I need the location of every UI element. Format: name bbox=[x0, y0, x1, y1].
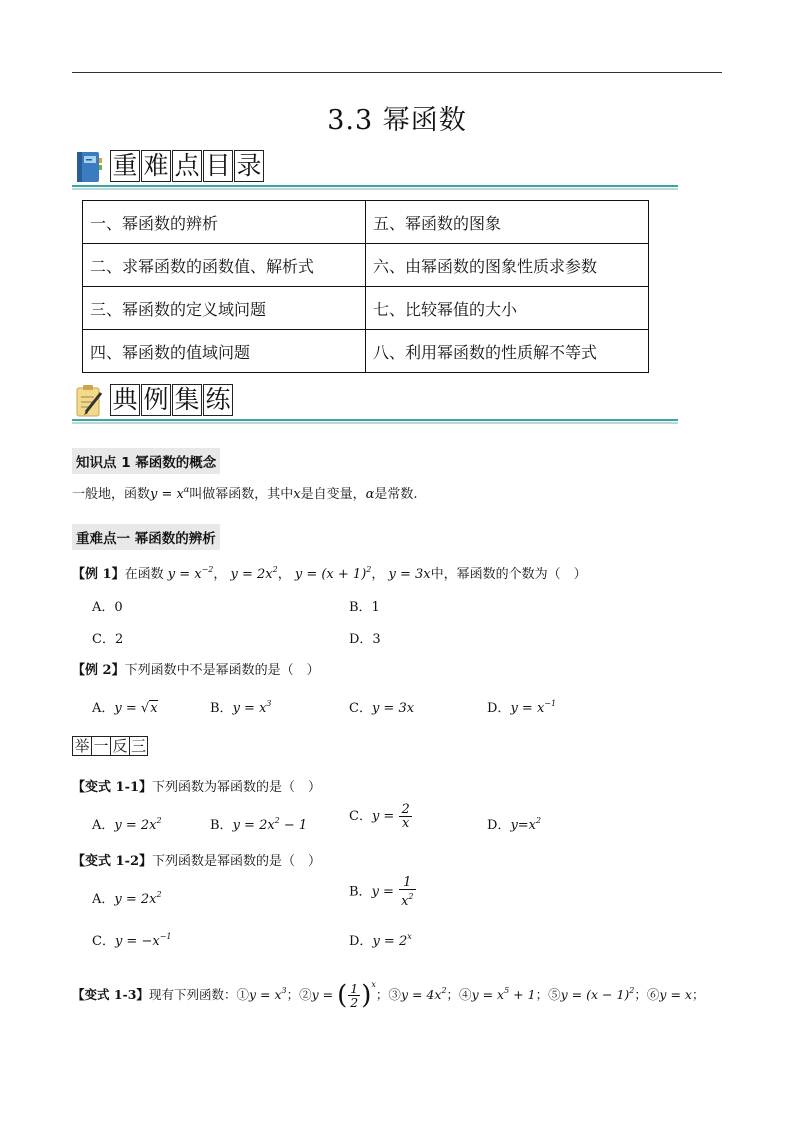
option-d: D．$y=x^2$ bbox=[487, 816, 542, 833]
option-b: B．$y = 2x^2 - 1$ bbox=[210, 816, 308, 833]
toc-item: 五、幂函数的图象 bbox=[366, 201, 649, 244]
option-d: D．$y = x^{-1}$ bbox=[487, 699, 557, 716]
banner-title bbox=[110, 150, 264, 182]
practice-label bbox=[72, 736, 148, 756]
toc-table bbox=[82, 200, 649, 373]
banner-char: 目 bbox=[203, 150, 233, 182]
section-heading: 重难点一 幂函数的辨析 bbox=[72, 524, 220, 550]
banner-char: 录 bbox=[234, 150, 264, 182]
definition-text: 一般地，函数$y = x^\alpha$叫做幂函数，其中x是自变量，α是常数. bbox=[72, 485, 418, 502]
option-b: B．1 bbox=[349, 600, 380, 615]
toc-item: 二、求幂函数的函数值、解析式 bbox=[83, 244, 366, 287]
option-c: C．y = 3x bbox=[349, 701, 415, 716]
toc-row bbox=[83, 330, 649, 373]
example-2-stem: 【例 2】下列函数中不是幂函数的是（ ） bbox=[72, 663, 320, 678]
variant-1-3-stem: 【变式 1-3】现有下列函数：①y = $x^3$；②y = ( $\frac{1}{2}$ )$^x$；③y = $4x^2$；④y = $x^5 + 1$；⑤y = $(x - 1)^2$；⑥y = x； bbox=[72, 980, 705, 1011]
banner-examples bbox=[72, 384, 678, 424]
option-c: C．2 bbox=[92, 632, 124, 647]
toc-row bbox=[83, 244, 649, 287]
banner-char: 三 bbox=[130, 737, 146, 755]
toc-item: 四、幂函数的值域问题 bbox=[83, 330, 366, 373]
option-c: C．y = $\frac{2}{x}$ bbox=[349, 802, 410, 831]
option-a: A．y = √x bbox=[92, 701, 158, 716]
knowledge-point-heading: 知识点 1 幂函数的概念 bbox=[72, 448, 220, 474]
banner-char: 例 bbox=[141, 384, 171, 416]
toc-item: 一、幂函数的辨析 bbox=[83, 201, 366, 244]
banner-char: 举 bbox=[72, 736, 91, 756]
toc-row bbox=[83, 201, 649, 244]
header-rule bbox=[72, 72, 722, 73]
banner-char: 点 bbox=[172, 150, 202, 182]
toc-item: 六、由幂函数的图象性质求参数 bbox=[366, 244, 649, 287]
banner-char: 一 bbox=[91, 736, 110, 756]
banner-key-points-toc bbox=[72, 150, 678, 190]
notebook-icon bbox=[74, 150, 104, 184]
option-b: B．$y = x^3$ bbox=[210, 699, 272, 716]
example-1-stem: 【例 1】在函数 $y = x^{-2}$， $y = 2x^2$， $y = (x + 1)^2$， y = 3x中，幂函数的个数为（ ） bbox=[72, 565, 587, 582]
variant-1-1-stem: 【变式 1-1】下列函数为幂函数的是（ ） bbox=[72, 780, 322, 795]
option-b: B．y = $\frac{1}{x^2}$ bbox=[349, 875, 414, 909]
toc-item: 八、利用幂函数的性质解不等式 bbox=[366, 330, 649, 373]
option-a: A．$y = 2x^2$ bbox=[92, 890, 162, 907]
option-c: C．$y = -x^{-1}$ bbox=[92, 932, 172, 949]
clipboard-pen-icon bbox=[74, 384, 104, 418]
toc-item: 七、比较幂值的大小 bbox=[366, 287, 649, 330]
option-d: D．3 bbox=[349, 632, 381, 647]
variant-1-2-stem: 【变式 1-2】下列函数是幂函数的是（ ） bbox=[72, 854, 322, 869]
banner-title bbox=[110, 384, 233, 416]
toc-row bbox=[83, 287, 649, 330]
toc-item: 三、幂函数的定义域问题 bbox=[83, 287, 366, 330]
banner-char: 反 bbox=[110, 736, 129, 756]
banner-char: 集 bbox=[172, 384, 202, 416]
option-a: A．0 bbox=[92, 600, 123, 615]
page-title: 3.3 幂函数 bbox=[327, 105, 467, 136]
option-d: D．$y = 2^x$ bbox=[349, 932, 412, 949]
banner-char: 重 bbox=[110, 150, 140, 182]
banner-char: 典 bbox=[110, 384, 140, 416]
option-a: A．$y = 2x^2$ bbox=[92, 816, 162, 833]
banner-char: 难 bbox=[141, 150, 171, 182]
banner-char: 练 bbox=[203, 384, 233, 416]
